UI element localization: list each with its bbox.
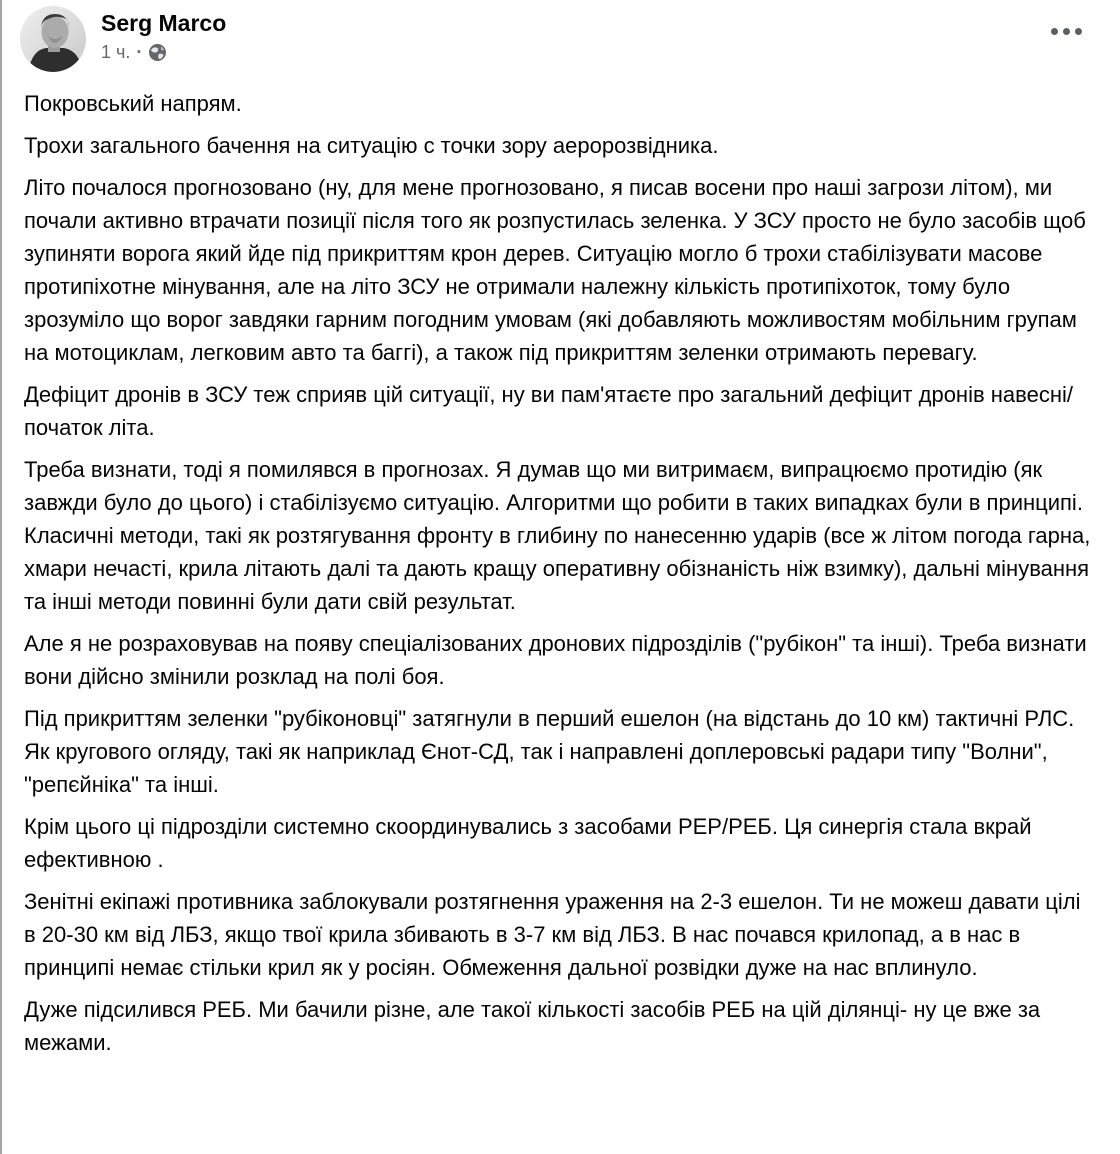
post-menu-button[interactable] [1047, 24, 1086, 39]
post-paragraph: Крім цього ці підрозділи системно скоординувались з засобами РЕР/РЕБ. Ця синергія стала вкрай ефективною . [24, 814, 1038, 872]
ellipsis-icon [1063, 28, 1070, 35]
post-paragraph: Дефіцит дронів в ЗСУ теж сприяв цій ситуації, ну ви пам'ятаєте про загальний дефіцит дронів навесні/початок літа. [24, 382, 1073, 440]
screenshot-edge-line [0, 0, 2, 1154]
meta-separator: · [136, 41, 143, 62]
ellipsis-icon [1051, 28, 1058, 35]
post-paragraph: Але я не розраховував на появу спеціалізованих дронових підрозділів ("рубікон" та інші). Треба визнати вони дійсно змінили розклад на полі боя. [24, 631, 1093, 689]
post-paragraph: Дуже підсилився РЕБ. Ми бачили різне, але такої кількості засобів РЕБ на цій ділянці- ну це вже за межами. [24, 997, 1047, 1055]
post-paragraph: Трохи загального бачення на ситуацію с точки зору аеророзвідника. [24, 133, 719, 158]
globe-icon [148, 43, 167, 62]
post-body [0, 72, 1120, 1059]
post-paragraph: Покровський напрям. [24, 91, 242, 116]
post-paragraph: Треба визнати, тоді я помилявся в прогнозах. Я думав що ми витримаєм, випрацюємо протидію (як завжди було до цього) і стабілізуємо ситуацію. Алгоритми що робити в таких випадках були в принципі. Класичні методи, такі як розтягування фронту в глибину по нанесенню ударів (все ж літом погода гарна, хмари нечасті, крила літають далі та дають кращу оперативну обізнаність ніж взимку), дальні мінування та інші методи повинні були дати свій результат. [24, 457, 1097, 614]
post-paragraph: Літо почалося прогнозовано (ну, для мене прогнозовано, я писав восени про наші загрози літом), ми почали активно втрачати позиції після того як розпустилась зеленка. У ЗСУ просто не було засобів щоб зупиняти ворога який йде під прикриттям крон дерев. Ситуацію могло б трохи стабілізувати масове протипіхотне мінування, але на літо ЗСУ не отримали належну кількість протипіхоток, тому було зрозуміло що ворог завдяки гарним погодним умовам (які добавляють можливостям мобільним групам на мотоциклам, легковим авто та баггі), а також під прикриттям зеленки отримають перевагу. [24, 175, 1093, 365]
post-paragraph: Під прикриттям зеленки "рубіконовці" затягнули в перший ешелон (на відстань до 10 км) тактичні РЛС. Як кругового огляду, такі як наприклад Єнот-СД, так і направлені доплеровські радари типу "Волни", "репєйніка" та інші. [24, 706, 1081, 797]
post-meta-line [101, 42, 226, 63]
author-name[interactable]: Serg Marco [101, 10, 227, 36]
post-header [0, 0, 1120, 72]
profile-photo-graphic [20, 6, 86, 72]
avatar[interactable] [20, 6, 86, 72]
post-paragraph: Зенітні екіпажі противника заблокували розтягнення ураження на 2-3 ешелон. Ти не можеш давати цілі в 20-30 км від ЛБЗ, якщо твої крила збивають в 3-7 км від ЛБЗ. В нас почався крилопад, а в нас в принципі немає стільки крил як у росіян. Обмеження дальної розвідки дуже на нас вплинуло. [24, 889, 1087, 980]
timestamp[interactable]: 1 ч. [101, 41, 131, 62]
post-header-meta [101, 6, 226, 63]
ellipsis-icon [1075, 28, 1082, 35]
